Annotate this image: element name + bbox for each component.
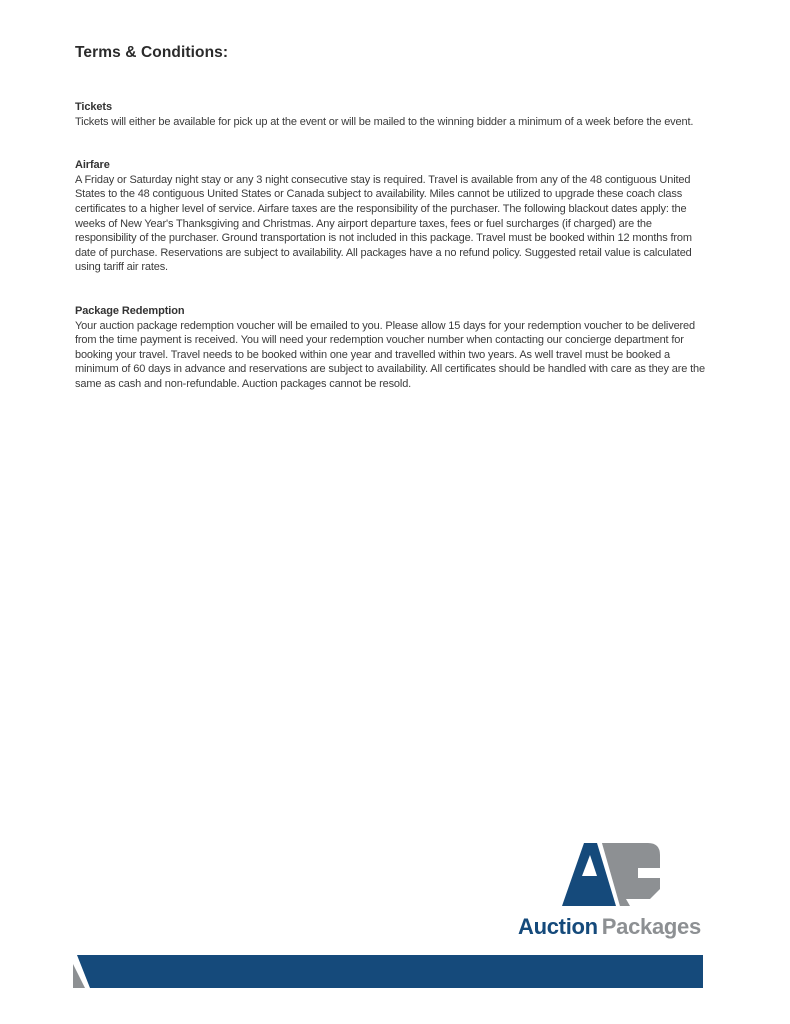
logo-wordmark [518, 914, 701, 940]
section-tickets-heading: Tickets [75, 101, 113, 113]
document-body [75, 100, 708, 421]
section-tickets [75, 100, 708, 129]
section-package-redemption-body: Your auction package redemption voucher will be emailed to you. Please allow 15 days for your redemption voucher to be delivered from the time payment is received. You will need your redemption voucher number when contacting our concierge department for booking your travel. Travel needs to be booked within one year and travelled within two years. As well travel must be booked a minimum of 60 days in advance and reservations are subject to availability. All certificates should be handled with care as they are the same as cash and non-refundable. Auction packages cannot be resold. [75, 319, 705, 390]
footer-navy-bar [77, 955, 703, 988]
section-package-redemption-heading: Package Redemption [75, 304, 185, 317]
logo-word-auction: Auction [518, 914, 598, 939]
footer-bar [72, 952, 706, 992]
ap-monogram-icon [562, 842, 662, 906]
section-airfare-heading: Airfare [75, 159, 110, 172]
section-package-redemption [75, 304, 708, 392]
page-title: Terms & Conditions: [75, 44, 229, 61]
section-airfare-body: A Friday or Saturday night stay or any 3 night consecutive stay is required. Travel is available from any of the 48 contiguous United States to the 48 contiguous United States or Canada subject to availability. Miles cannot be utilized to upgrade these coach class certificates to a higher level of service. Airfare taxes are the responsibility of the purchaser. The following blackout dates apply: the weeks of New Year's Thanksgiving and Christmas. Any airport departure taxes, fees or fuel surcharges (if charged) are the responsibility of the purchaser. Ground transportation is not included in this package. Travel must be booked within 12 months from date of purchase. Reservations are subject to availability. All packages have a no refund policy. Suggested retail value is calculated using tariff air rates. [75, 173, 692, 274]
section-tickets-body: Tickets will either be available for pick up at the event or will be mailed to the winning bidder a minimum of a week before the event. [75, 115, 694, 128]
section-airfare [75, 158, 708, 275]
logo-word-packages: Packages [601, 914, 701, 939]
